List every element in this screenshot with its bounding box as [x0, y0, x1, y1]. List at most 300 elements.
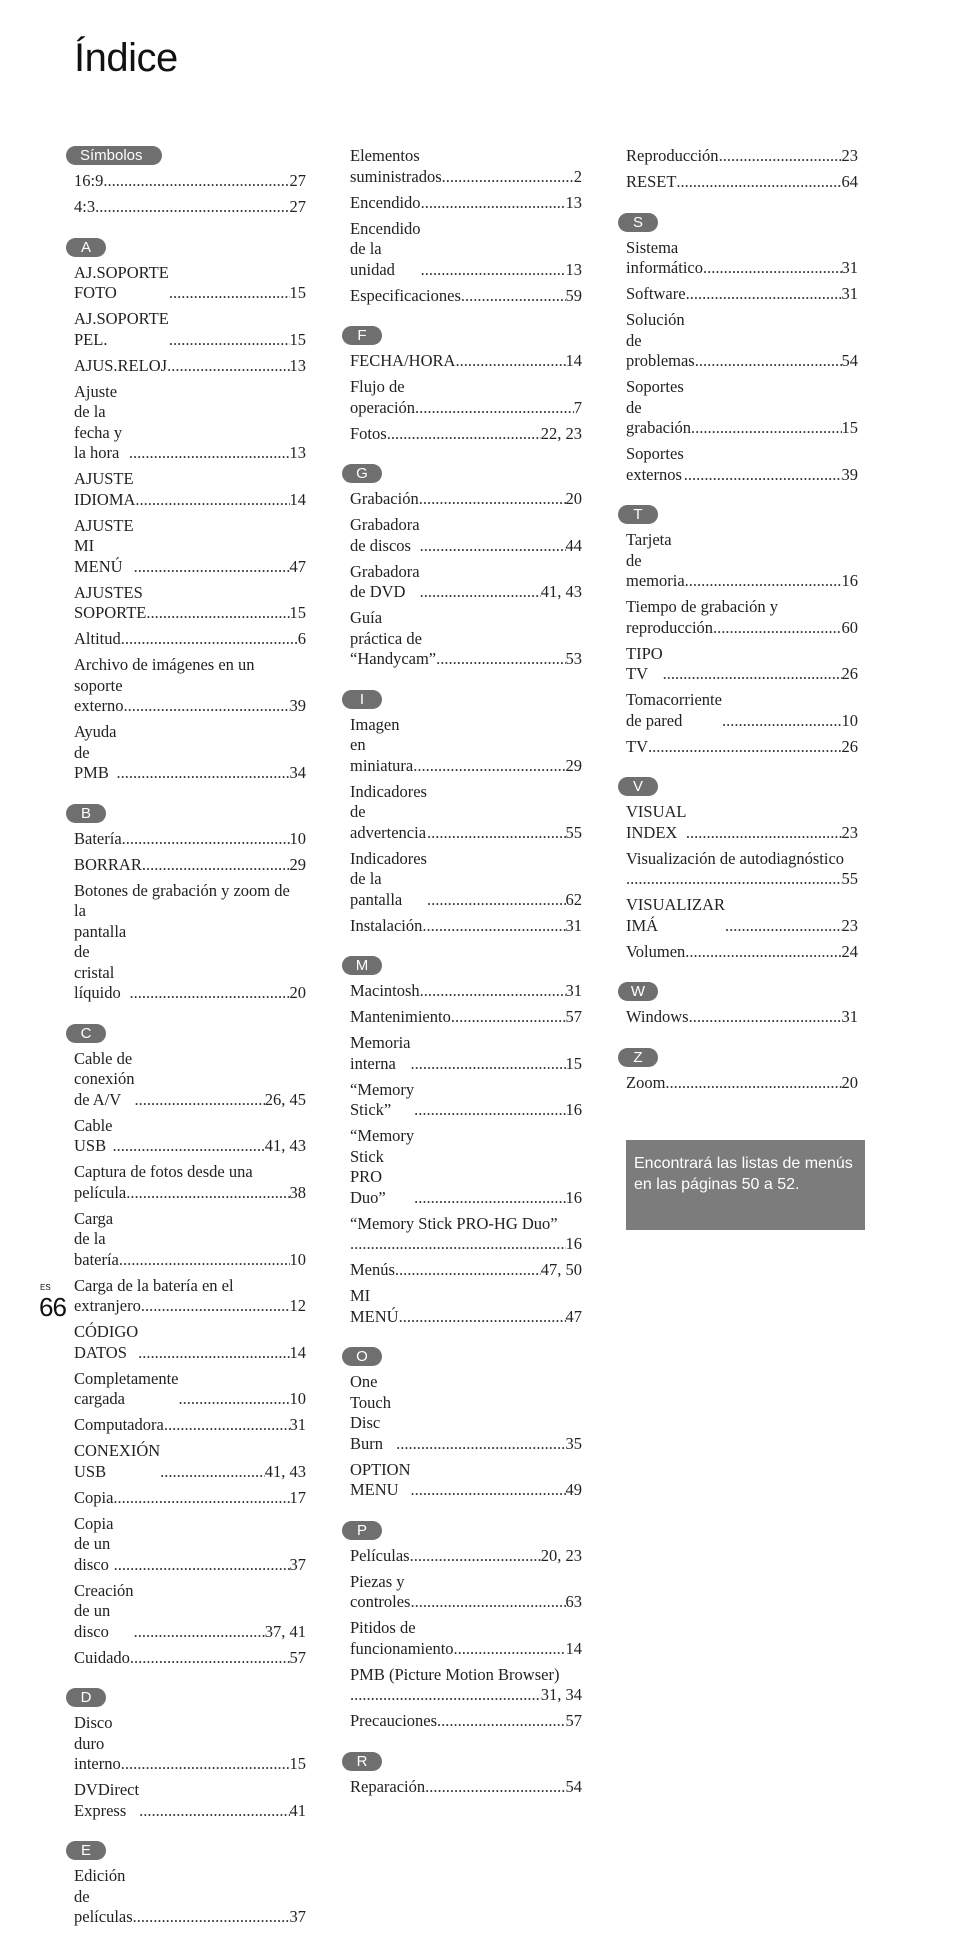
entry-pages: 31, 34 — [540, 1685, 582, 1704]
index-section — [66, 1688, 306, 1821]
index-entry — [66, 881, 306, 1004]
index-entry — [342, 489, 582, 510]
entry-pages: 49 — [565, 1480, 582, 1499]
entry-pages: 55 — [841, 869, 858, 888]
entry-pages: 37, 41 — [264, 1621, 306, 1641]
entry-pages: 37 — [289, 1907, 306, 1926]
entry-text-first-line: “Memory Stick PRO-HG Duo” — [350, 1213, 558, 1233]
entry-pages: 23 — [841, 915, 858, 935]
entry-text: Especificaciones — [350, 285, 461, 305]
index-entry — [342, 916, 582, 937]
leader-dots — [133, 1907, 290, 1928]
leader-dots — [396, 1434, 565, 1455]
entry-text: Ajuste de la fecha y la hora — [74, 381, 123, 462]
index-section — [66, 1841, 306, 1928]
index-entry — [342, 1260, 582, 1281]
entry-pages: 53 — [565, 649, 582, 668]
index-section — [618, 213, 858, 486]
index-entry — [342, 1007, 582, 1028]
section-letter-badge: S — [618, 213, 658, 232]
index-entry — [66, 1049, 306, 1111]
entry-pages: 47 — [565, 1306, 582, 1326]
entry-text-first-line: PMB (Picture Motion Browser) — [350, 1664, 560, 1684]
entry-text: Piezas y controles — [350, 1571, 411, 1611]
leader-dots — [703, 258, 842, 279]
entry-pages: 62 — [565, 889, 582, 909]
leader-dots — [146, 603, 289, 624]
entry-text-first-line: Carga de la batería en el — [74, 1275, 234, 1295]
entry-text: Grabadora de discos — [350, 515, 420, 555]
entry-pages: 20 — [289, 983, 306, 1002]
leader-dots — [684, 465, 842, 486]
entry-text: Ayuda de PMB — [74, 722, 117, 782]
section-letter-badge: M — [342, 956, 382, 975]
section-letter-badge: G — [342, 464, 382, 483]
entry-pages: 29 — [565, 755, 582, 775]
leader-dots — [95, 197, 289, 218]
leader-dots — [722, 711, 842, 732]
index-entry — [618, 849, 858, 890]
entry-pages: 16 — [565, 1100, 582, 1119]
index-entry — [342, 515, 582, 556]
entry-pages: 34 — [289, 763, 306, 782]
entry-text: Volumen — [626, 941, 686, 961]
entry-pages: 14 — [565, 351, 582, 370]
index-section — [342, 1752, 582, 1798]
leader-dots — [167, 356, 289, 377]
entry-pages: 7 — [573, 397, 582, 417]
section-letter-badge: W — [618, 982, 658, 1001]
entry-text: OPTION MENU — [350, 1459, 411, 1499]
index-entry — [618, 737, 858, 758]
entry-pages: 41, 43 — [264, 1461, 306, 1481]
entry-pages: 57 — [289, 1647, 306, 1667]
entry-pages: 15 — [841, 418, 858, 437]
section-letter-badge: R — [342, 1752, 382, 1771]
entry-pages: 39 — [289, 696, 306, 715]
entry-pages: 16 — [565, 1234, 582, 1253]
index-section — [618, 505, 858, 757]
entry-pages: 57 — [565, 1711, 582, 1730]
entry-text: AJ.SOPORTE FOTO — [74, 262, 169, 302]
entry-text: Instalación — [350, 915, 423, 935]
entry-text: Menús — [350, 1260, 395, 1279]
entry-text: Creación de un disco — [74, 1580, 134, 1641]
entry-text: Software — [626, 284, 686, 303]
entry-pages: 41 — [289, 1800, 306, 1820]
entry-text: Copia de un disco — [74, 1513, 114, 1574]
index-column-2 — [342, 146, 582, 1817]
leader-dots — [116, 763, 289, 784]
leader-dots — [350, 1234, 566, 1255]
entry-pages: 37 — [289, 1554, 306, 1574]
index-column-1 — [66, 146, 306, 1948]
entry-pages: 13 — [289, 355, 306, 375]
entry-pages: 15 — [289, 603, 306, 622]
index-section — [342, 1347, 582, 1501]
section-letter-badge: O — [342, 1347, 382, 1366]
entry-text: Grabación — [350, 489, 419, 508]
entry-text: 16:9 — [74, 171, 104, 190]
leader-dots — [387, 424, 541, 445]
entry-text: CONEXIÓN USB — [74, 1441, 161, 1481]
entry-text: Fotos — [350, 423, 387, 443]
leader-dots — [350, 1685, 541, 1706]
leader-dots — [395, 1260, 541, 1281]
entry-pages: 47 — [289, 556, 306, 576]
index-entry — [618, 597, 858, 638]
index-entry — [66, 1488, 306, 1509]
leader-dots — [427, 890, 566, 911]
entry-pages: 15 — [289, 1754, 306, 1773]
index-entry — [342, 377, 582, 418]
entry-pages: 13 — [565, 192, 582, 212]
entry-text: Copia — [74, 1487, 114, 1507]
index-entry — [342, 1665, 582, 1706]
index-section — [618, 777, 858, 962]
index-entry — [66, 1209, 306, 1271]
section-letter-badge: F — [342, 326, 382, 345]
index-section — [618, 1048, 858, 1094]
leader-dots — [139, 1801, 289, 1822]
entry-pages: 10 — [289, 828, 306, 848]
index-entry — [66, 855, 306, 876]
leader-dots — [725, 916, 842, 937]
leader-dots — [665, 1073, 841, 1094]
entry-text: 4:3 — [74, 197, 96, 216]
section-letter-badge: P — [342, 1521, 382, 1540]
leader-dots — [422, 916, 565, 937]
entry-text: “Memory Stick” — [350, 1079, 415, 1119]
leader-dots — [719, 146, 842, 167]
entry-pages: 16 — [841, 571, 858, 590]
entry-text: reproducción — [626, 617, 714, 637]
index-entry — [66, 382, 306, 464]
entry-pages: 20 — [841, 1072, 858, 1092]
index-entry — [66, 629, 306, 650]
leader-dots — [420, 981, 566, 1002]
entry-pages: 15 — [289, 329, 306, 349]
index-entry — [66, 1713, 306, 1775]
leader-dots — [686, 284, 842, 305]
leader-dots — [410, 1546, 541, 1567]
entry-text: Guía práctica de “Handycam” — [350, 608, 437, 668]
entry-text: Encendido de la unidad — [350, 218, 421, 279]
leader-dots — [425, 1777, 565, 1798]
entry-pages: 24 — [841, 941, 858, 961]
entry-text: Edición de películas — [74, 1866, 133, 1926]
leader-dots — [129, 443, 290, 464]
index-entry — [618, 1007, 858, 1028]
leader-dots — [685, 571, 842, 592]
entry-text-first-line: Captura de fotos desde una — [74, 1162, 253, 1181]
entry-text: Flujo de operación — [350, 377, 416, 417]
entry-pages: 47, 50 — [540, 1260, 582, 1279]
index-entry — [66, 263, 306, 304]
leader-dots — [414, 1100, 565, 1121]
leader-dots — [419, 489, 566, 510]
entry-text: Memoria interna — [350, 1033, 411, 1073]
entry-text: Encendido — [350, 192, 421, 212]
index-entry — [342, 146, 582, 187]
entry-text: One Touch Disc Burn — [350, 1372, 392, 1453]
leader-dots — [130, 983, 290, 1004]
entry-pages: 29 — [289, 854, 306, 874]
index-entry — [66, 1415, 306, 1436]
entry-pages: 20 — [565, 489, 582, 508]
index-entry — [618, 444, 858, 485]
leader-dots — [454, 1639, 566, 1660]
index-section — [618, 146, 858, 193]
index-entry — [66, 1866, 306, 1928]
entry-text: VISUALIZAR IMÁ — [626, 895, 725, 935]
index-section — [342, 690, 582, 937]
leader-dots — [689, 1007, 842, 1028]
index-entry — [66, 583, 306, 624]
entry-text: Carga de la batería — [74, 1208, 119, 1269]
leader-dots — [686, 823, 842, 844]
entry-pages: 60 — [841, 617, 858, 637]
entry-text: Precauciones — [350, 1711, 438, 1730]
entry-text: Imagen en miniatura — [350, 714, 414, 775]
entry-text: Cable de conexión de A/V — [74, 1048, 135, 1109]
entry-text: Grabadora de DVD — [350, 561, 420, 601]
entry-pages: 16 — [565, 1187, 582, 1207]
section-letter-badge: T — [618, 505, 658, 524]
leader-dots — [114, 1555, 290, 1576]
index-entry — [342, 286, 582, 307]
section-letter-badge: Símbolos — [66, 146, 162, 165]
index-section — [66, 804, 306, 1004]
entry-text: “Memory Stick PRO Duo” — [350, 1126, 415, 1207]
entry-text: Completamente cargada — [74, 1368, 179, 1408]
index-entry — [66, 722, 306, 784]
leader-dots — [113, 1136, 265, 1157]
leader-dots — [626, 869, 842, 890]
leader-dots — [178, 1389, 289, 1410]
entry-text: Reparación — [350, 1776, 426, 1796]
index-entry — [66, 1581, 306, 1643]
index-entry — [342, 849, 582, 911]
entry-text: Indicadores de la pantalla — [350, 848, 427, 909]
index-entry — [66, 1514, 306, 1576]
leader-dots — [427, 823, 566, 844]
section-letter-badge: E — [66, 1841, 106, 1860]
page-number: 66 — [39, 1292, 66, 1322]
leader-dots — [142, 855, 290, 876]
index-column-3 — [618, 146, 858, 1113]
entry-pages: 41, 43 — [264, 1136, 306, 1155]
entry-pages: 23 — [841, 822, 858, 842]
index-entry — [342, 608, 582, 670]
entry-text: Solución de problemas — [626, 310, 695, 370]
entry-pages: 13 — [289, 443, 306, 462]
index-entry — [618, 1073, 858, 1094]
entry-pages: 54 — [841, 351, 858, 370]
entry-text-first-line: Archivo de imágenes en un — [74, 655, 255, 674]
index-entry — [618, 802, 858, 843]
language-code: ES — [40, 1283, 51, 1292]
entry-pages: 55 — [565, 822, 582, 842]
section-letter-badge: I — [342, 690, 382, 709]
index-entry — [618, 690, 858, 731]
entry-pages: 27 — [289, 197, 306, 216]
entry-pages: 20, 23 — [540, 1545, 582, 1565]
entry-pages: 15 — [289, 283, 306, 302]
leader-dots — [451, 1007, 566, 1028]
entry-text: Películas — [350, 1545, 410, 1565]
index-entry — [66, 171, 306, 192]
entry-text: extranjero — [74, 1296, 141, 1315]
leader-dots — [103, 171, 289, 192]
entry-pages: 13 — [565, 259, 582, 279]
leader-dots — [648, 737, 842, 758]
leader-dots — [134, 557, 290, 578]
leader-dots — [169, 283, 290, 304]
leader-dots — [134, 1622, 265, 1643]
index-entry — [342, 981, 582, 1002]
entry-text: Tarjeta de memoria — [626, 530, 685, 590]
index-entry — [342, 1711, 582, 1732]
entry-pages: 41, 43 — [540, 582, 582, 601]
section-letter-badge: V — [618, 777, 658, 796]
entry-text: AJ.SOPORTE PEL. — [74, 309, 169, 349]
index-entry — [66, 469, 306, 510]
leader-dots — [421, 193, 566, 214]
entry-text: Zoom — [626, 1072, 666, 1092]
leader-dots — [169, 330, 290, 351]
entry-pages: 44 — [565, 535, 582, 555]
entry-pages: 15 — [565, 1053, 582, 1073]
index-entry — [342, 1460, 582, 1501]
leader-dots — [130, 1648, 290, 1669]
index-entry — [342, 1286, 582, 1327]
entry-pages: 31 — [565, 915, 582, 935]
entry-text: AJUSTE IDIOMA — [74, 469, 136, 509]
leader-dots — [685, 942, 841, 963]
entry-text: Soportes externos — [626, 444, 684, 484]
leader-dots — [121, 1754, 290, 1775]
index-entry — [66, 1648, 306, 1669]
index-entry — [66, 1116, 306, 1157]
index-section — [342, 1521, 582, 1732]
index-entry — [618, 644, 858, 685]
entry-pages: 31 — [565, 981, 582, 1000]
leader-dots — [160, 1462, 265, 1483]
leader-dots — [164, 1415, 290, 1436]
index-section — [342, 956, 582, 1327]
index-entry — [66, 197, 306, 218]
entry-text-first-line: Botones de grabación y zoom de — [74, 880, 290, 900]
leader-dots — [420, 582, 541, 603]
index-entry — [66, 1369, 306, 1410]
index-entry — [66, 829, 306, 850]
entry-text: Cable USB — [74, 1115, 113, 1155]
leader-dots — [461, 286, 566, 307]
section-letter-badge: D — [66, 1688, 106, 1707]
index-entry — [66, 1441, 306, 1482]
index-entry — [342, 715, 582, 777]
index-entry — [66, 356, 306, 377]
index-entry — [342, 1546, 582, 1567]
entry-pages: 31 — [841, 284, 858, 303]
index-entry — [66, 655, 306, 717]
index-entry — [618, 377, 858, 439]
entry-pages: 59 — [565, 285, 582, 305]
leader-dots — [141, 1296, 290, 1317]
entry-text: película — [74, 1182, 127, 1202]
leader-dots — [134, 1090, 264, 1111]
section-letter-badge: B — [66, 804, 106, 823]
menu-list-note: Encontrará las listas de menús en las páginas 50 a 52. — [626, 1140, 865, 1230]
index-entry — [342, 1214, 582, 1255]
index-entry — [342, 1618, 582, 1659]
index-entry — [618, 238, 858, 279]
index-entry — [66, 309, 306, 350]
entry-text: Computadora — [74, 1415, 164, 1434]
leader-dots — [455, 351, 565, 372]
index-entry — [618, 895, 858, 936]
entry-pages: 10 — [289, 1249, 306, 1269]
leader-dots — [436, 649, 565, 670]
entry-pages: 10 — [841, 710, 858, 730]
entry-pages: 22, 23 — [540, 423, 582, 443]
entry-text: DVDirect Express — [74, 1780, 140, 1820]
entry-pages: 10 — [289, 1389, 306, 1408]
index-section — [618, 982, 858, 1028]
leader-dots — [138, 1343, 289, 1364]
index-entry — [342, 1080, 582, 1121]
index-section — [66, 1024, 306, 1669]
index-entry — [618, 530, 858, 592]
entry-pages: 14 — [289, 1342, 306, 1362]
entry-text: Soportes de grabación — [626, 377, 692, 437]
entry-text: TV — [626, 736, 648, 756]
index-entry — [66, 516, 306, 578]
leader-dots — [135, 490, 289, 511]
entry-pages: 26 — [841, 736, 858, 756]
leader-dots — [695, 351, 842, 372]
entry-pages: 14 — [289, 489, 306, 509]
leader-dots — [413, 756, 565, 777]
index-entry — [618, 942, 858, 963]
entry-pages: 38 — [289, 1182, 306, 1202]
page-title: Índice — [74, 36, 178, 80]
leader-dots — [399, 1307, 566, 1328]
leader-dots — [713, 618, 841, 639]
index-entry — [618, 172, 858, 193]
entry-pages: 26 — [841, 664, 858, 683]
leader-dots — [410, 1054, 565, 1075]
leader-dots — [121, 629, 298, 650]
leader-dots — [415, 398, 574, 419]
entry-text: Cuidado — [74, 1647, 130, 1667]
entry-pages: 6 — [297, 629, 306, 648]
entry-text: Indicadores de advertencia — [350, 781, 427, 842]
index-entry — [342, 1126, 582, 1208]
entry-text: Batería — [74, 828, 122, 848]
leader-dots — [437, 1711, 565, 1732]
index-entry — [66, 1780, 306, 1821]
entry-pages: 35 — [565, 1433, 582, 1453]
entry-text: soporte externo — [74, 675, 124, 715]
entry-pages: 31 — [841, 258, 858, 277]
leader-dots — [119, 1250, 290, 1271]
entry-pages: 31 — [289, 1415, 306, 1434]
leader-dots — [663, 664, 842, 685]
entry-pages: 63 — [565, 1592, 582, 1611]
entry-text: Elementos suministrados — [350, 146, 442, 186]
